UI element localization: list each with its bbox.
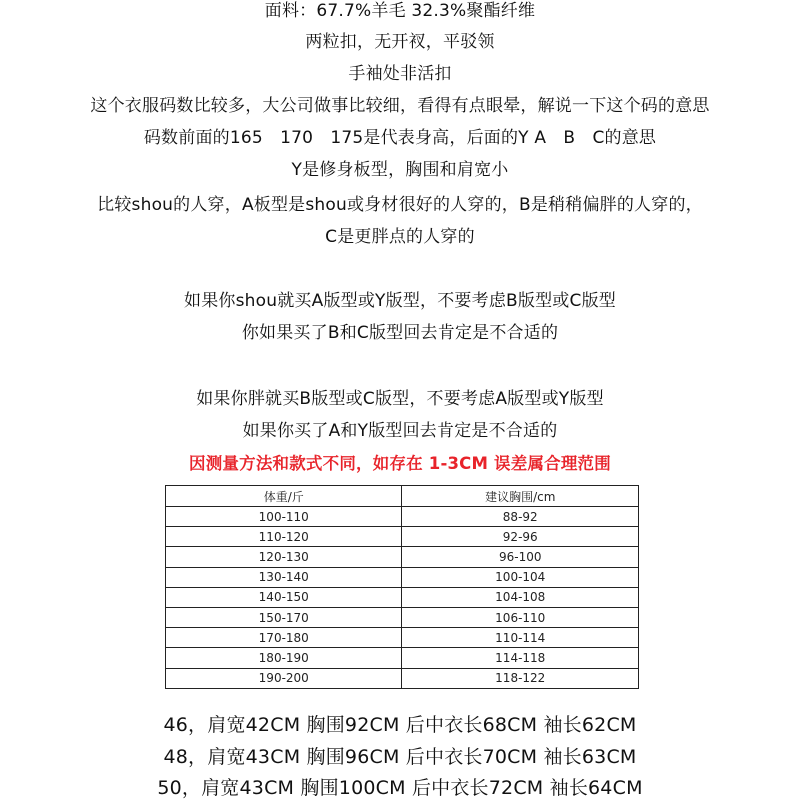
material-line: 面料：67.7%羊毛 32.3%聚酯纤维: [264, 1, 536, 21]
table-row: [166, 587, 639, 607]
chest-cell: 88-92: [402, 507, 639, 527]
chest-header: 建议胸围/cm: [402, 486, 639, 507]
chest-cell: 92-96: [402, 527, 639, 547]
code-meaning-line: 码数前面的165 170 175是代表身高，后面的Y A B C的意思: [143, 128, 657, 148]
code-intro-line: 这个衣服码数比较多，大公司做事比较细，看得有点眼晕，解说一下这个码的意思: [90, 96, 710, 116]
weight-cell: 180-190: [166, 648, 402, 668]
measurement-line-46: 46，肩宽42CM 胸围92CM 后中衣长68CM 袖长62CM: [163, 714, 637, 736]
y-type-line: Y是修身板型，胸围和肩宽小: [291, 160, 509, 180]
sleeve-line: 手袖处非活扣: [348, 64, 452, 84]
weight-cell: 130-140: [166, 567, 402, 587]
weight-cell: 100-110: [166, 507, 402, 527]
c-type-line: C是更胖点的人穿的: [325, 227, 475, 247]
table-row: [166, 628, 639, 648]
advice-fat-line-2: 如果你买了A和Y版型回去肯定是不合适的: [242, 421, 558, 441]
size-table: [165, 485, 639, 689]
table-header-row: [166, 486, 639, 507]
ab-type-line: 比较shou的人穿，A板型是shou或身材很好的人穿的，B是稍稍偏胖的人穿的，: [97, 195, 703, 215]
chest-cell: 96-100: [402, 547, 639, 567]
warning-line: 因测量方法和款式不同，如存在 1-3CM 误差属合理范围: [189, 454, 611, 473]
table-row: [166, 648, 639, 668]
table-row: [166, 507, 639, 527]
weight-cell: 140-150: [166, 587, 402, 607]
weight-cell: 170-180: [166, 628, 402, 648]
weight-cell: 110-120: [166, 527, 402, 547]
chest-cell: 110-114: [402, 628, 639, 648]
chest-cell: 104-108: [402, 587, 639, 607]
chest-cell: 118-122: [402, 668, 639, 688]
weight-cell: 150-170: [166, 607, 402, 627]
table-row: [166, 567, 639, 587]
measurement-line-48: 48，肩宽43CM 胸围96CM 后中衣长70CM 袖长63CM: [163, 746, 637, 768]
chest-cell: 100-104: [402, 567, 639, 587]
chest-cell: 114-118: [402, 648, 639, 668]
table-row: [166, 527, 639, 547]
measurement-line-50: 50，肩宽43CM 胸围100CM 后中衣长72CM 袖长64CM: [157, 777, 643, 799]
weight-header: 体重/斤: [166, 486, 402, 507]
weight-cell: 120-130: [166, 547, 402, 567]
advice-thin-line-2: 你如果买了B和C版型回去肯定是不合适的: [241, 323, 559, 343]
advice-thin-line-1: 如果你shou就买A版型或Y版型，不要考虑B版型或C版型: [184, 291, 616, 311]
weight-cell: 190-200: [166, 668, 402, 688]
advice-fat-line-1: 如果你胖就买B版型或C版型，不要考虑A版型或Y版型: [196, 389, 604, 409]
buttons-line: 两粒扣，无开衩，平驳领: [305, 32, 495, 52]
table-row: [166, 668, 639, 688]
table-row: [166, 547, 639, 567]
chest-cell: 106-110: [402, 607, 639, 627]
table-row: [166, 607, 639, 627]
